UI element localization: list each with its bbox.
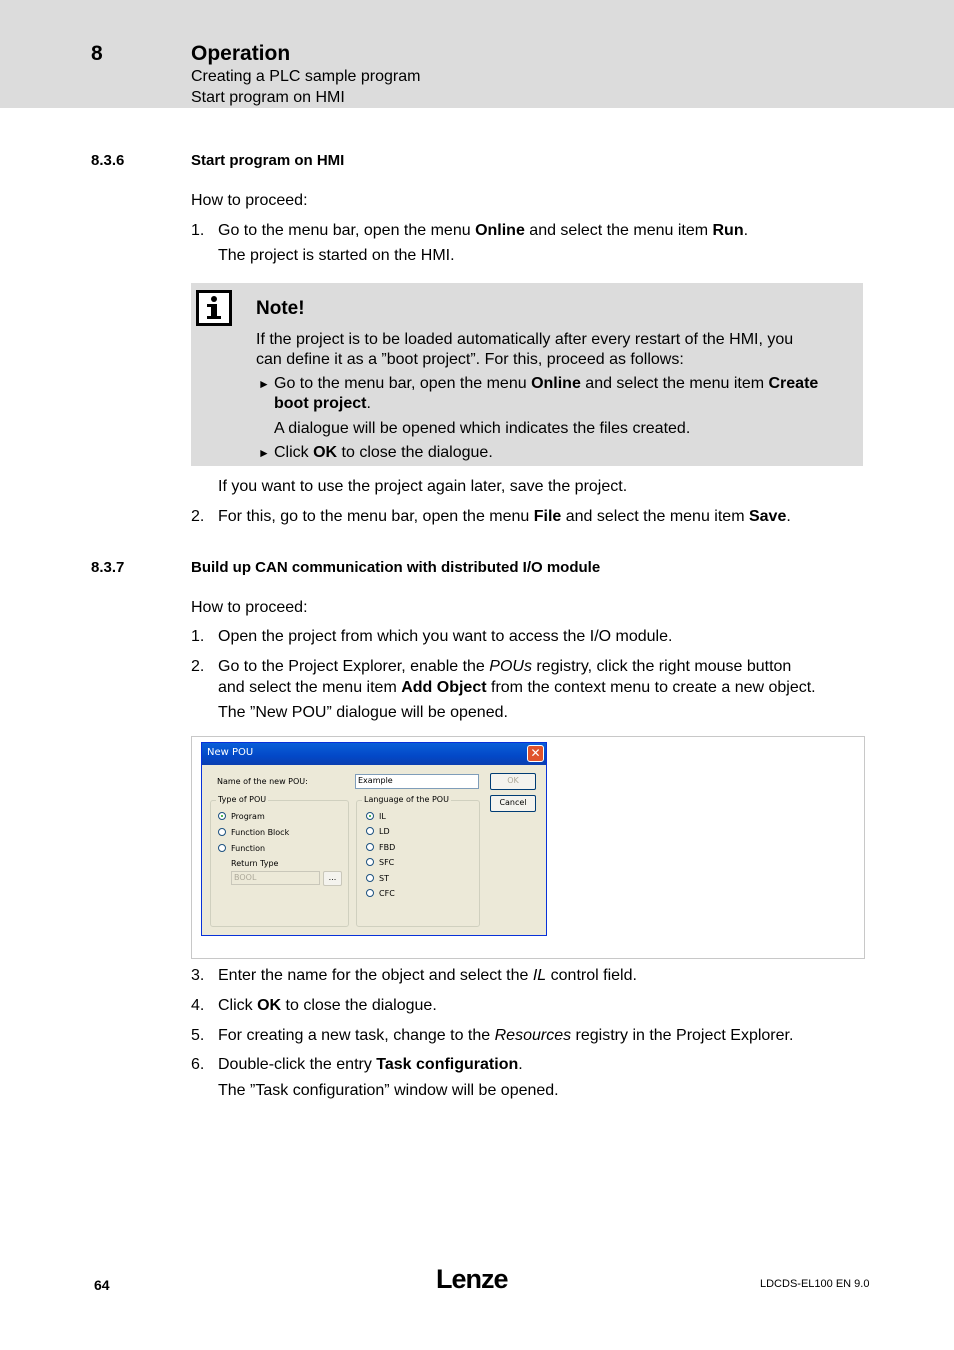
language-option-label: FBD [379,843,396,852]
info-icon [196,290,232,326]
ok-button[interactable]: OK [490,773,536,790]
radio-cfc[interactable] [366,889,374,897]
page-header [0,0,954,108]
note-bullet-2: Click OK to close the dialogue. [274,444,493,461]
lenze-logo: Lenze [436,1264,508,1294]
return-type-label: Return Type [231,859,279,868]
step-text-837-6: Double-click the entry Task configuration. [218,1056,523,1073]
after-note-text: If you want to use the project again later, save the project. [218,478,628,495]
language-group [356,795,480,927]
document-id: LDCDS-EL100 EN 9.0 [760,1278,870,1290]
dialog-title-bar [202,743,546,765]
step-text-837-5: For creating a new task, change to the Resources registry in the Project Explorer. [218,1027,794,1044]
chapter-title: Operation [191,42,291,65]
cancel-button[interactable]: Cancel [490,795,536,812]
note-line-2: can define it as a ”boot project”. For this, proceed as follows: [256,351,684,368]
type-option-label: Program [231,812,265,821]
step-number: 1. [191,628,205,645]
step-number: 1. [191,222,205,239]
step-text-837-1: Open the project from which you want to access the I/O module. [218,628,673,645]
step-text-837-3: Enter the name for the object and select the IL control field. [218,967,637,984]
step-number: 4. [191,997,205,1014]
type-option-label: Function [231,844,266,853]
radio-sfc[interactable] [366,858,374,866]
language-option-label: IL [379,812,386,821]
step-number: 6. [191,1056,205,1073]
header-subtitle-2: Start program on HMI [191,89,345,106]
intro-836: How to proceed: [191,192,308,209]
new-pou-dialog [201,742,547,936]
step-result-837-2: The ”New POU” dialogue will be opened. [218,704,508,721]
type-option-label: Function Block [231,828,290,837]
close-icon[interactable]: ✕ [527,745,544,762]
type-group-label: Type of POU [218,795,267,804]
intro-837: How to proceed: [191,599,308,616]
dialog-title: New POU [207,747,254,758]
language-option-label: ST [379,874,389,883]
header-subtitle-1: Creating a PLC sample program [191,68,421,85]
note-bullet-1-cont: boot project. [274,395,371,412]
step-number: 2. [191,508,205,525]
radio-program[interactable] [218,812,226,820]
radio-ld[interactable] [366,827,374,835]
step-text-837-4: Click OK to close the dialogue. [218,997,437,1014]
step-text-837-2-cont: and select the menu item Add Object from the context menu to create a new object. [218,679,816,696]
bullet-arrow-icon: ► [258,446,270,460]
language-group-label: Language of the POU [364,795,449,804]
radio-function[interactable] [218,844,226,852]
note-title: Note! [256,298,305,319]
radio-st[interactable] [366,874,374,882]
pou-name-input[interactable]: Example [355,774,479,789]
section-title-836: Start program on HMI [191,152,345,169]
browse-button: ... [323,871,342,886]
note-bullet-1-result: A dialogue will be opened which indicates the files created. [274,420,691,437]
section-title-837: Build up CAN communication with distributed I/O module [191,559,601,576]
bullet-arrow-icon: ► [258,377,270,391]
return-type-input: BOOL [231,871,320,885]
section-number-837: 8.3.7 [91,559,125,576]
note-line-1: If the project is to be loaded automatically after every restart of the HMI, you [256,331,794,348]
language-option-label: LD [379,827,390,836]
page-number: 64 [94,1277,110,1293]
step-text-836-2: For this, go to the menu bar, open the menu File and select the menu item Save. [218,508,791,525]
step-result-837-6: The ”Task configuration” window will be opened. [218,1082,559,1099]
language-option-label: SFC [379,858,395,867]
name-label: Name of the new POU: [217,777,308,786]
section-number-836: 8.3.6 [91,152,125,169]
language-option-label: CFC [379,889,395,898]
chapter-number: 8 [91,42,103,65]
radio-il[interactable] [366,812,374,820]
step-number: 2. [191,658,205,675]
step-text-837-2: Go to the Project Explorer, enable the POUs registry, click the right mouse button [218,658,792,675]
step-text-836-1: Go to the menu bar, open the menu Online and select the menu item Run. [218,222,749,239]
step-number: 3. [191,967,205,984]
radio-function-block[interactable] [218,828,226,836]
step-number: 5. [191,1027,205,1044]
radio-fbd[interactable] [366,843,374,851]
note-bullet-1: Go to the menu bar, open the menu Online and select the menu item Create [274,375,819,392]
step-result-836-1: The project is started on the HMI. [218,247,455,264]
